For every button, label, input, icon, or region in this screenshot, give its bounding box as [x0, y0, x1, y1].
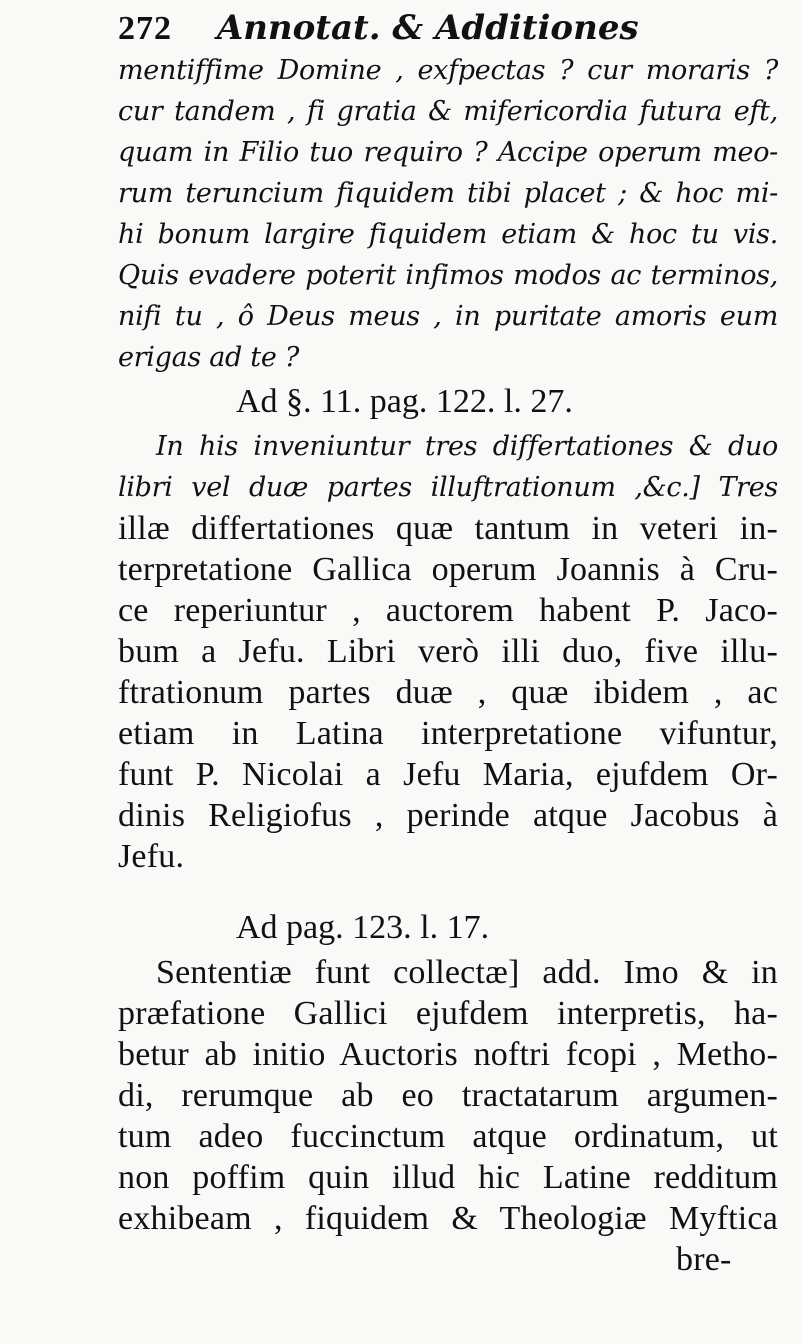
text-line: libri vel duæ partes illuftrationum ,&c.] Tres: [118, 472, 778, 503]
text-line: Sententiæ funt collectæ] add. Imo & in: [156, 954, 778, 991]
catchword: bre-: [676, 1241, 732, 1278]
text-line: funt P. Nicolai a Jefu Maria, ejufdem Or-: [118, 756, 778, 793]
prayer-paragraph: [118, 50, 778, 378]
text-line: dinis Religiofus , perinde atque Jacobus à: [118, 797, 778, 834]
running-head-title: Annotat. & Additiones: [216, 8, 639, 48]
running-head: [118, 4, 718, 52]
page-number: 272: [118, 10, 172, 47]
text-line: præfatione Gallici ejufdem interpretis, ha-: [118, 995, 778, 1032]
text-line: Quis evadere poterit infimos modos ac terminos,: [118, 260, 778, 291]
text-line: cur tandem , fi gratia & mifericordia futura eft,: [118, 96, 778, 127]
text-line: illæ differtationes quæ tantum in veteri in-: [118, 510, 778, 547]
text-line: mentiffime Domine , exfpectas ? cur moraris ?: [118, 55, 778, 86]
section-heading: Ad pag. 123. l. 17.: [236, 909, 490, 946]
text-line: etiam in Latina interpretatione vifuntur,: [118, 715, 778, 752]
text-line: nifi tu , ô Deus meus , in puritate amoris eum: [118, 301, 778, 332]
text-line: non poffim quin illud hic Latine redditum: [118, 1159, 778, 1196]
note-paragraph-2: [118, 952, 778, 1280]
text-line: bum a Jefu. Libri verò illi duo, five illu-: [118, 633, 778, 670]
text-line: betur ab initio Auctoris noftri fcopi , Metho-: [118, 1036, 778, 1073]
note-paragraph-1: [118, 426, 778, 877]
text-line: ftrationum partes duæ , quæ ibidem , ac: [118, 674, 778, 711]
text-line: exhibeam , fiquidem & Theologiæ Myftica: [118, 1200, 778, 1237]
text-line: ce reperiuntur , auctorem habent P. Jaco-: [118, 592, 778, 629]
text-line: hi bonum largire fiquidem etiam & hoc tu vis.: [118, 219, 778, 250]
text-line: quam in Filio tuo requiro ? Accipe operum meo-: [118, 137, 778, 168]
text-line: In his inveniuntur tres differtationes & duo: [156, 431, 778, 462]
text-line: erigas ad te ?: [118, 342, 299, 373]
text-line: terpretatione Gallica operum Joannis à Cru-: [118, 551, 778, 588]
text-line: rum teruncium fiquidem tibi placet ; & hoc mi-: [118, 178, 778, 209]
text-line: Jefu.: [118, 838, 185, 875]
text-line: di, rerumque ab eo tractatarum argumen-: [118, 1077, 778, 1114]
text-line: tum adeo fuccinctum atque ordinatum, ut: [118, 1118, 778, 1155]
section-heading: Ad §. 11. pag. 122. l. 27.: [236, 383, 573, 420]
